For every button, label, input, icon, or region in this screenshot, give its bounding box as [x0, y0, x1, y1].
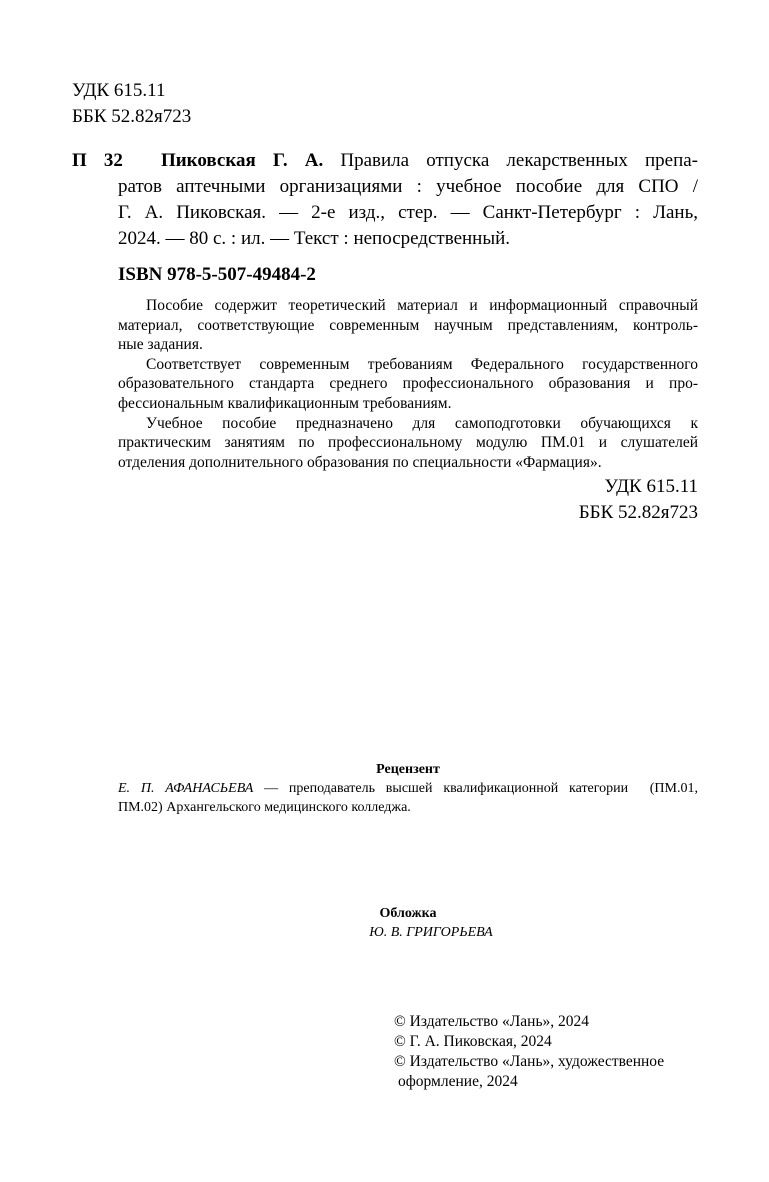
reviewer-name: Е. П. АФАНАСЬЕВА [118, 781, 254, 796]
copyright-line-1: © Издательство «Лань», 2024 [394, 1013, 590, 1030]
footer-bbk: ББК 52.82я723 [578, 502, 698, 523]
reviewer-position: — преподаватель высшей квалификационной категории (ПМ.01, [253, 781, 698, 796]
catalog-code: П 32 [72, 150, 123, 171]
copyright-line-4: оформление, 2024 [398, 1073, 518, 1090]
catalog-author: Пиковская Г. А. [160, 150, 324, 171]
abstract-p1-line2: материал, соответствующие современным научным представлениям, контроль- [118, 316, 698, 334]
cover-designer: Ю. В. ГРИГОРЬЕВА [369, 925, 493, 940]
abstract-p2-line1: Соответствует современным требованиям Федерального государственного [146, 355, 698, 373]
footer-udk: УДК 615.11 [604, 476, 698, 497]
abstract-p3-line1: Учебное пособие предназначено для самоподготовки обучающихся к [146, 414, 698, 432]
reviewer-line-2: ПМ.02) Архангельского медицинского колледжа. [118, 800, 411, 815]
catalog-description-2: ратов аптечными организациями : учебное пособие для СПО / [118, 176, 698, 197]
abstract-p2-line3: фессиональным квалификационным требованиям. [118, 394, 452, 412]
reviewer-block [118, 760, 698, 817]
abstract [118, 296, 698, 472]
isbn: ISBN 978-5-507-49484-2 [118, 264, 316, 285]
catalog-line-1 [72, 148, 698, 174]
catalog-description-1: Правила отпуска лекарственных препа- [340, 150, 699, 171]
header-bbk: ББК 52.82я723 [72, 106, 192, 127]
abstract-p2-line2: образовательного стандарта среднего профессионального образования и про- [118, 375, 698, 393]
abstract-p3-line3: отделения дополнительного образования по специальности «Фармация». [118, 453, 602, 471]
header-udk: УДК 615.11 [72, 80, 166, 101]
abstract-p3-line2: практическим занятиям по профессиональному модулю ПМ.01 и слушателей [118, 434, 698, 452]
reviewer-heading: Рецензент [376, 762, 440, 777]
catalog-description-3: Г. А. Пиковская. — 2-е изд., стер. — Санкт-Петербург : Лань, [118, 202, 698, 223]
copyright-line-3: © Издательство «Лань», художественное [394, 1053, 665, 1070]
header-codes [72, 78, 191, 130]
catalog-entry [72, 148, 698, 288]
copyright-line-2: © Г. А. Пиковская, 2024 [394, 1033, 552, 1050]
abstract-p1-line3: ные задания. [118, 336, 203, 354]
cover-heading: Обложка [379, 906, 437, 921]
reviewer-line-1 [118, 779, 698, 798]
abstract-p1-line1: Пособие содержит теоретический материал и информационный справочный [146, 297, 698, 314]
copyright-block [394, 1012, 664, 1092]
catalog-description-4: 2024. — 80 с. : ил. — Текст : непосредственный. [118, 228, 511, 249]
footer-codes [579, 474, 698, 526]
cover-block [118, 904, 698, 942]
